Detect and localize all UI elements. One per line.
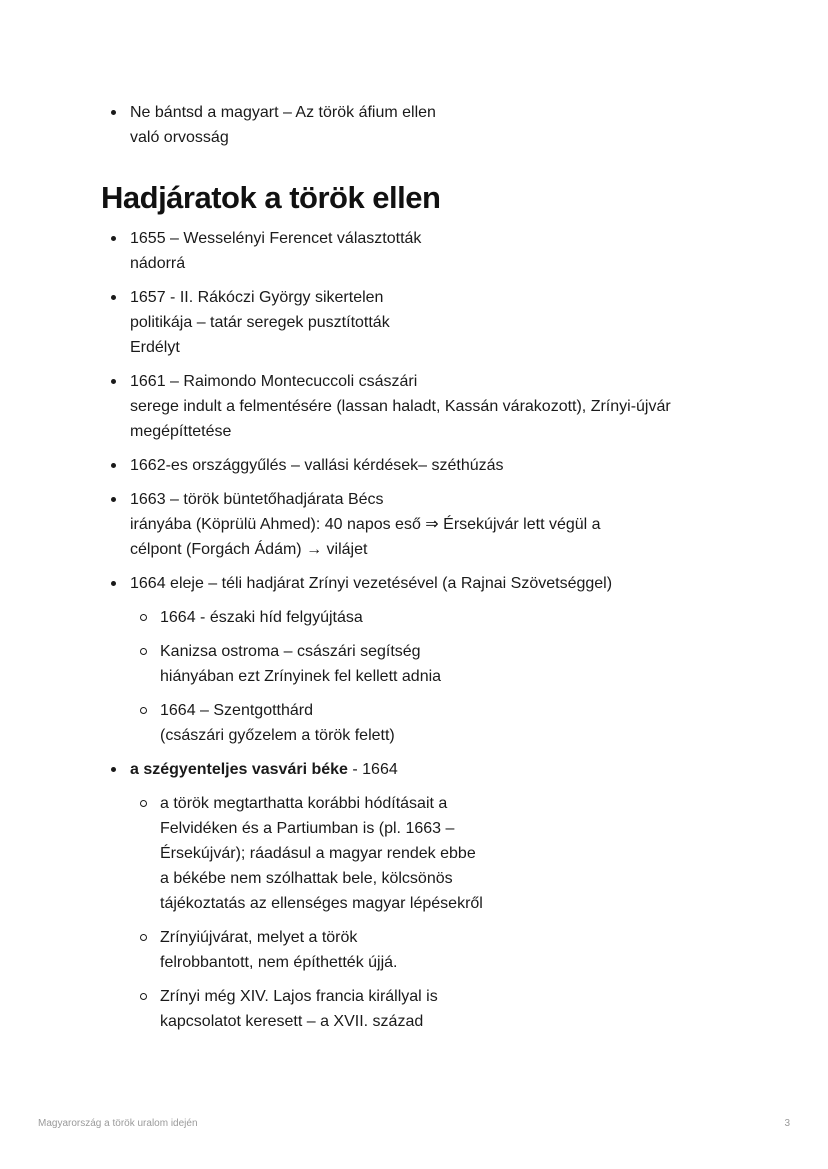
sub-list-item xyxy=(130,791,761,916)
text-line xyxy=(130,757,761,782)
text-line: 1663 – török büntetőhadjárata Bécs xyxy=(130,491,384,508)
text-line: célpont (Forgách Ádám) → vilájet xyxy=(130,541,368,558)
text-line: irányába (Köprülü Ahmed): 40 napos eső ⇒ Érsekújvár lett végül a xyxy=(130,516,601,533)
text-line: kapcsolatot keresett – a XVII. század xyxy=(160,1013,424,1030)
list-item xyxy=(101,369,761,444)
list-item xyxy=(101,285,761,360)
text-line: 1664 – Szentgotthárd xyxy=(160,702,314,719)
campaign-list xyxy=(101,226,761,1034)
sub-list-item xyxy=(130,639,761,689)
footer-title: Magyarország a török uralom idején xyxy=(38,1118,198,1129)
list-item xyxy=(101,757,761,1034)
text-line: serege indult a felmentésére (lassan haladt, Kassán várakozott), Zrínyi-újvár xyxy=(130,398,671,415)
bold-term: a szégyenteljes vasvári béke xyxy=(130,761,348,778)
list-item xyxy=(101,226,761,276)
text-line: felrobbantott, nem építhették újjá. xyxy=(160,954,398,971)
text-line: Zrínyi még XIV. Lajos francia királlyal is xyxy=(160,988,438,1005)
intro-list xyxy=(101,100,761,150)
text-line: 1657 - II. Rákóczi György sikertelen xyxy=(130,289,384,306)
sub-list xyxy=(130,791,761,1034)
text-line: Kanizsa ostroma – császári segítség xyxy=(160,643,421,660)
text-line: Erdélyt xyxy=(130,339,180,356)
text-fragment: - 1664 xyxy=(347,761,398,778)
text-line: (császári győzelem a török felett) xyxy=(160,727,395,744)
text-line: Érsekújvár); ráadásul a magyar rendek ebbe xyxy=(160,845,476,862)
text-line: Felvidéken és a Partiumban is (pl. 1663 – xyxy=(160,820,455,837)
text-line: 1662-es országgyűlés – vallási kérdések– széthúzás xyxy=(130,457,504,474)
page-number: 3 xyxy=(784,1118,790,1129)
sub-list-item xyxy=(130,925,761,975)
list-item xyxy=(101,100,761,150)
sub-list-item xyxy=(130,605,761,630)
list-item xyxy=(101,571,761,748)
text-line: tájékoztatás az ellenséges magyar lépésekről xyxy=(160,895,483,912)
text-line: 1664 - északi híd felgyújtása xyxy=(160,609,363,626)
sub-list-item xyxy=(130,984,761,1034)
page-content xyxy=(101,100,761,1043)
text-line: megépíttetése xyxy=(130,423,232,440)
text-line: politikája – tatár seregek pusztították xyxy=(130,314,390,331)
text-line: nádorrá xyxy=(130,255,186,272)
text-line: 1664 eleje – téli hadjárat Zrínyi vezetésével (a Rajnai Szövetséggel) xyxy=(130,575,613,592)
text-line: a békébe nem szólhattak bele, kölcsönös xyxy=(160,870,453,887)
section-heading: Hadjáratok a török ellen xyxy=(101,180,441,215)
sub-list xyxy=(130,605,761,748)
list-item xyxy=(101,453,761,478)
text-line: Zrínyiújvárat, melyet a török xyxy=(160,929,358,946)
text-line: a török megtarthatta korábbi hódításait a xyxy=(160,795,448,812)
text-line: 1655 – Wesselényi Ferencet választották xyxy=(130,230,422,247)
list-item xyxy=(101,487,761,562)
text-line: Ne bántsd a magyart – Az török áfium ellen xyxy=(130,104,436,121)
text-line: hiányában ezt Zrínyinek fel kellett adnia xyxy=(160,668,442,685)
sub-list-item xyxy=(130,698,761,748)
text-line: való orvosság xyxy=(130,129,229,146)
text-line: 1661 – Raimondo Montecuccoli császári xyxy=(130,373,418,390)
